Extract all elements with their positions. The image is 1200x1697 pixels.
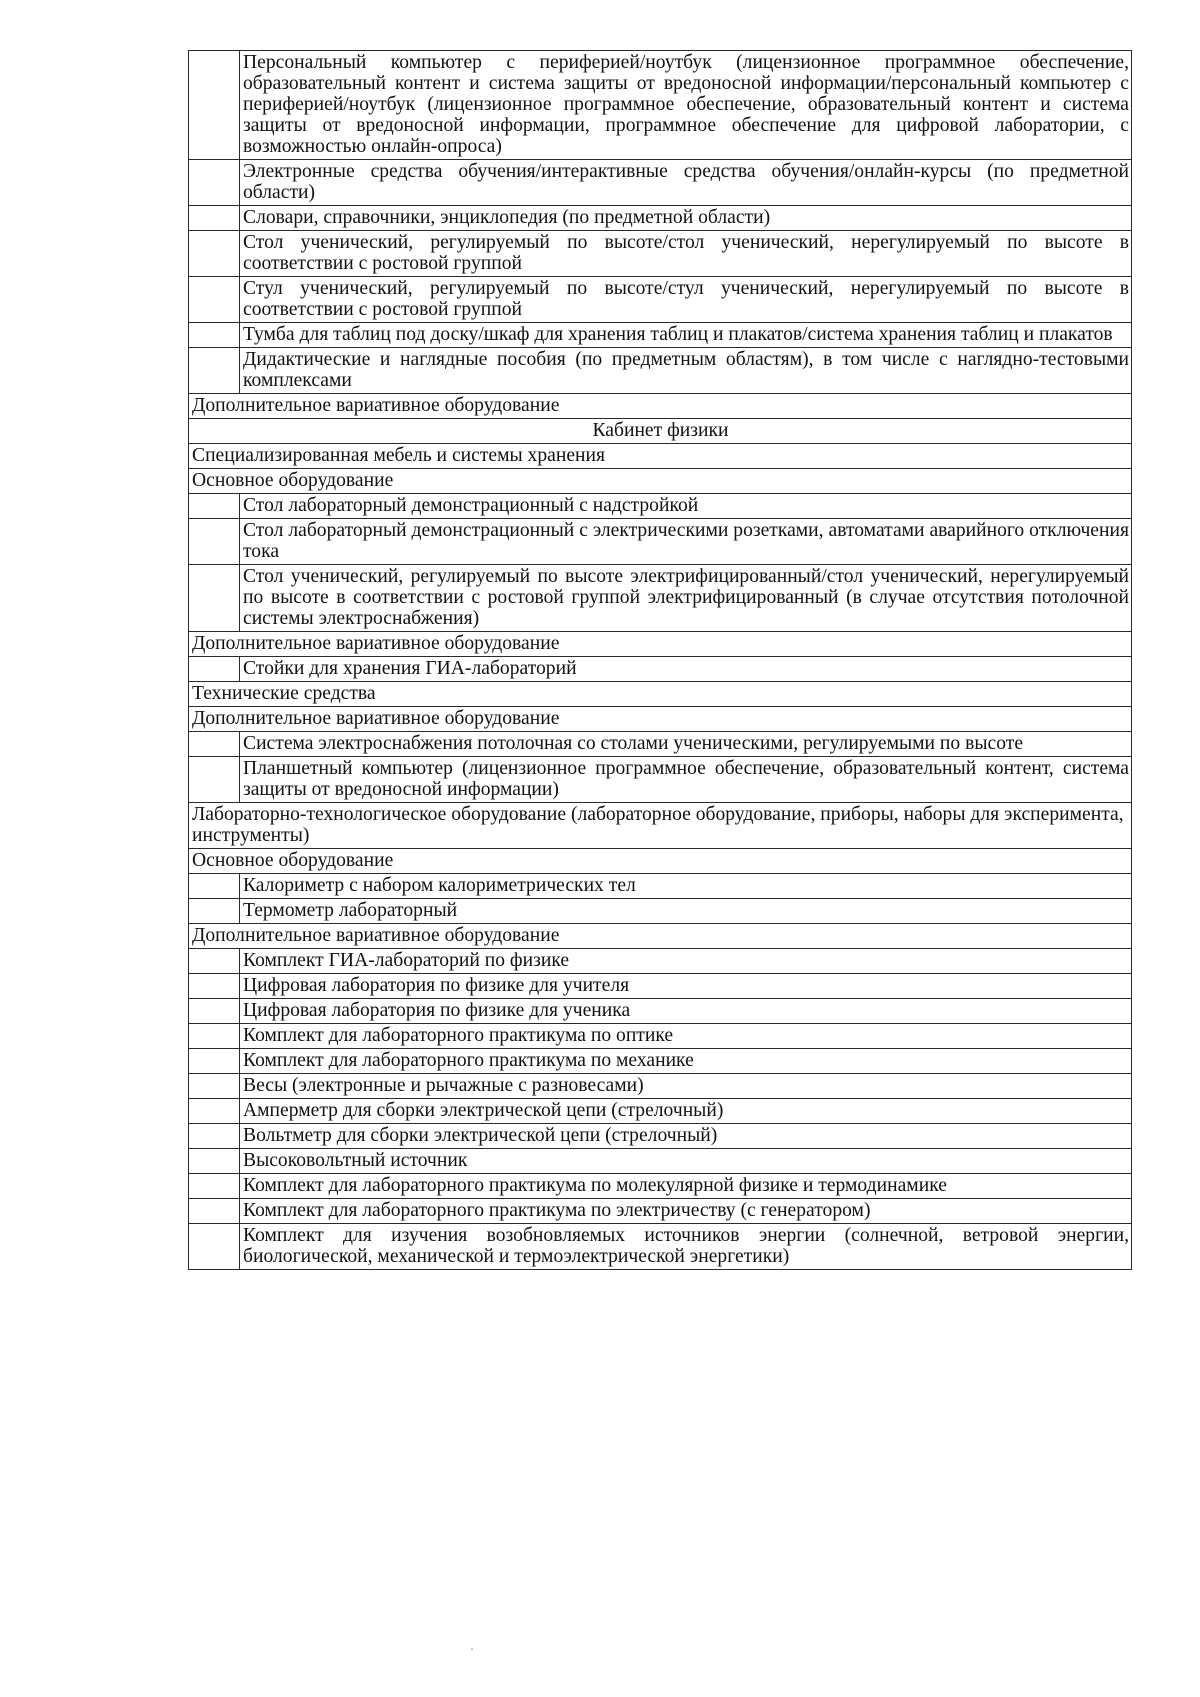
section-header-row <box>189 444 1132 469</box>
equipment-item-cell: Цифровая лаборатория по физике для ученика <box>240 999 1132 1024</box>
equipment-item-cell: Тумба для таблиц под доску/шкаф для хранения таблиц и плакатов/система хранения таблиц и плакатов <box>240 323 1132 348</box>
row-number-cell <box>189 206 240 231</box>
equipment-item-cell: Стойки для хранения ГИА-лабораторий <box>240 657 1132 682</box>
table-row <box>189 160 1132 206</box>
section-header-row <box>189 849 1132 874</box>
table-row <box>189 899 1132 924</box>
table-row <box>189 1049 1132 1074</box>
row-number-cell <box>189 1049 240 1074</box>
equipment-item-cell: Комплект для лабораторного практикума по механике <box>240 1049 1132 1074</box>
table-row <box>189 1074 1132 1099</box>
row-number-cell <box>189 565 240 632</box>
table-row <box>189 231 1132 277</box>
section-header: Основное оборудование <box>189 469 1132 494</box>
equipment-item-cell: Термометр лабораторный <box>240 899 1132 924</box>
equipment-item-cell: Калориметр с набором калориметрических тел <box>240 874 1132 899</box>
table-row <box>189 565 1132 632</box>
section-header: Основное оборудование <box>189 849 1132 874</box>
section-header: Дополнительное вариативное оборудование <box>189 632 1132 657</box>
table-row <box>189 657 1132 682</box>
equipment-item-cell: Персональный компьютер с периферией/ноутбук (лицензионное программное обеспечение, образовательный контент и система защиты от вредоносной информации/персональный компьютер с периферией/ноутбук (лицензионное программное обеспечение, образовательный контент и система защиты от вредоносной информации, программное обеспечение для цифровой лаборатории, с возможностью онлайн-опроса) <box>240 51 1132 160</box>
table-row <box>189 206 1132 231</box>
equipment-item-cell: Словари, справочники, энциклопедия (по предметной области) <box>240 206 1132 231</box>
table-row <box>189 494 1132 519</box>
table-row <box>189 874 1132 899</box>
row-number-cell <box>189 160 240 206</box>
row-number-cell <box>189 949 240 974</box>
section-header-row <box>189 394 1132 419</box>
equipment-item-cell: Планшетный компьютер (лицензионное программное обеспечение, образовательный контент, система защиты от вредоносной информации) <box>240 757 1132 803</box>
equipment-table <box>188 50 1132 1270</box>
table-row <box>189 348 1132 394</box>
equipment-item-cell: Электронные средства обучения/интерактивные средства обучения/онлайн-курсы (по предметной области) <box>240 160 1132 206</box>
section-header-row <box>189 632 1132 657</box>
row-number-cell <box>189 277 240 323</box>
table-row <box>189 757 1132 803</box>
row-number-cell <box>189 323 240 348</box>
row-number-cell <box>189 231 240 277</box>
row-number-cell <box>189 1149 240 1174</box>
equipment-item-cell: Система электроснабжения потолочная со столами ученическими, регулируемыми по высоте <box>240 732 1132 757</box>
table-row <box>189 519 1132 565</box>
table-row <box>189 277 1132 323</box>
section-header-row <box>189 803 1132 849</box>
section-header-row <box>189 469 1132 494</box>
row-number-cell <box>189 1199 240 1224</box>
row-number-cell <box>189 348 240 394</box>
row-number-cell <box>189 1124 240 1149</box>
equipment-item-cell: Амперметр для сборки электрической цепи (стрелочный) <box>240 1099 1132 1124</box>
equipment-item-cell: Комплект для лабораторного практикума по молекулярной физике и термодинамике <box>240 1174 1132 1199</box>
section-title-row <box>189 419 1132 444</box>
row-number-cell <box>189 874 240 899</box>
table-row <box>189 323 1132 348</box>
equipment-item-cell: Стол лабораторный демонстрационный с надстройкой <box>240 494 1132 519</box>
row-number-cell <box>189 657 240 682</box>
equipment-item-cell: Комплект для лабораторного практикума по оптике <box>240 1024 1132 1049</box>
cabinet-title: Кабинет физики <box>189 419 1132 444</box>
section-header: Технические средства <box>189 682 1132 707</box>
row-number-cell <box>189 1099 240 1124</box>
table-row <box>189 974 1132 999</box>
row-number-cell <box>189 1174 240 1199</box>
section-header: Специализированная мебель и системы хранения <box>189 444 1132 469</box>
table-row <box>189 732 1132 757</box>
row-number-cell <box>189 519 240 565</box>
row-number-cell <box>189 51 240 160</box>
equipment-item-cell: Комплект ГИА-лабораторий по физике <box>240 949 1132 974</box>
equipment-item-cell: Стол ученический, регулируемый по высоте/стол ученический, нерегулируемый по высоте в соответствии с ростовой группой <box>240 231 1132 277</box>
row-number-cell <box>189 494 240 519</box>
row-number-cell <box>189 974 240 999</box>
table-row <box>189 1224 1132 1270</box>
section-header: Дополнительное вариативное оборудование <box>189 707 1132 732</box>
section-header: Лабораторно-технологическое оборудование (лабораторное оборудование, приборы, наборы для эксперимента, инструменты) <box>189 803 1132 849</box>
table-row <box>189 1024 1132 1049</box>
equipment-item-cell: Комплект для изучения возобновляемых источников энергии (солнечной, ветровой энергии, биологической, механической и термоэлектрической энергетики) <box>240 1224 1132 1270</box>
section-header: Дополнительное вариативное оборудование <box>189 924 1132 949</box>
section-header: Дополнительное вариативное оборудование <box>189 394 1132 419</box>
row-number-cell <box>189 732 240 757</box>
row-number-cell <box>189 899 240 924</box>
table-row <box>189 1174 1132 1199</box>
equipment-item-cell: Цифровая лаборатория по физике для учителя <box>240 974 1132 999</box>
equipment-item-cell: Комплект для лабораторного практикума по электричеству (с генератором) <box>240 1199 1132 1224</box>
table-row <box>189 1099 1132 1124</box>
equipment-item-cell: Вольтметр для сборки электрической цепи (стрелочный) <box>240 1124 1132 1149</box>
row-number-cell <box>189 999 240 1024</box>
equipment-item-cell: Весы (электронные и рычажные с разновесами) <box>240 1074 1132 1099</box>
table-row <box>189 1199 1132 1224</box>
equipment-item-cell: Высоковольтный источник <box>240 1149 1132 1174</box>
equipment-item-cell: Стол лабораторный демонстрационный с электрическими розетками, автоматами аварийного отключения тока <box>240 519 1132 565</box>
equipment-item-cell: Стол ученический, регулируемый по высоте электрифицированный/стол ученический, нерегулируемый по высоте в соответствии с ростовой группой электрифицированный (в случае отсутствия потолочной системы электроснабжения) <box>240 565 1132 632</box>
table-row <box>189 1124 1132 1149</box>
scan-speck <box>471 1648 473 1650</box>
section-header-row <box>189 707 1132 732</box>
table-row <box>189 999 1132 1024</box>
section-header-row <box>189 924 1132 949</box>
table-row <box>189 949 1132 974</box>
table-row <box>189 1149 1132 1174</box>
row-number-cell <box>189 1224 240 1270</box>
row-number-cell <box>189 1024 240 1049</box>
equipment-item-cell: Стул ученический, регулируемый по высоте/стул ученический, нерегулируемый по высоте в соответствии с ростовой группой <box>240 277 1132 323</box>
table-row <box>189 51 1132 160</box>
section-header-row <box>189 682 1132 707</box>
row-number-cell <box>189 757 240 803</box>
equipment-item-cell: Дидактические и наглядные пособия (по предметным областям), в том числе с наглядно-тестовыми комплексами <box>240 348 1132 394</box>
equipment-table-body <box>189 51 1132 1270</box>
row-number-cell <box>189 1074 240 1099</box>
